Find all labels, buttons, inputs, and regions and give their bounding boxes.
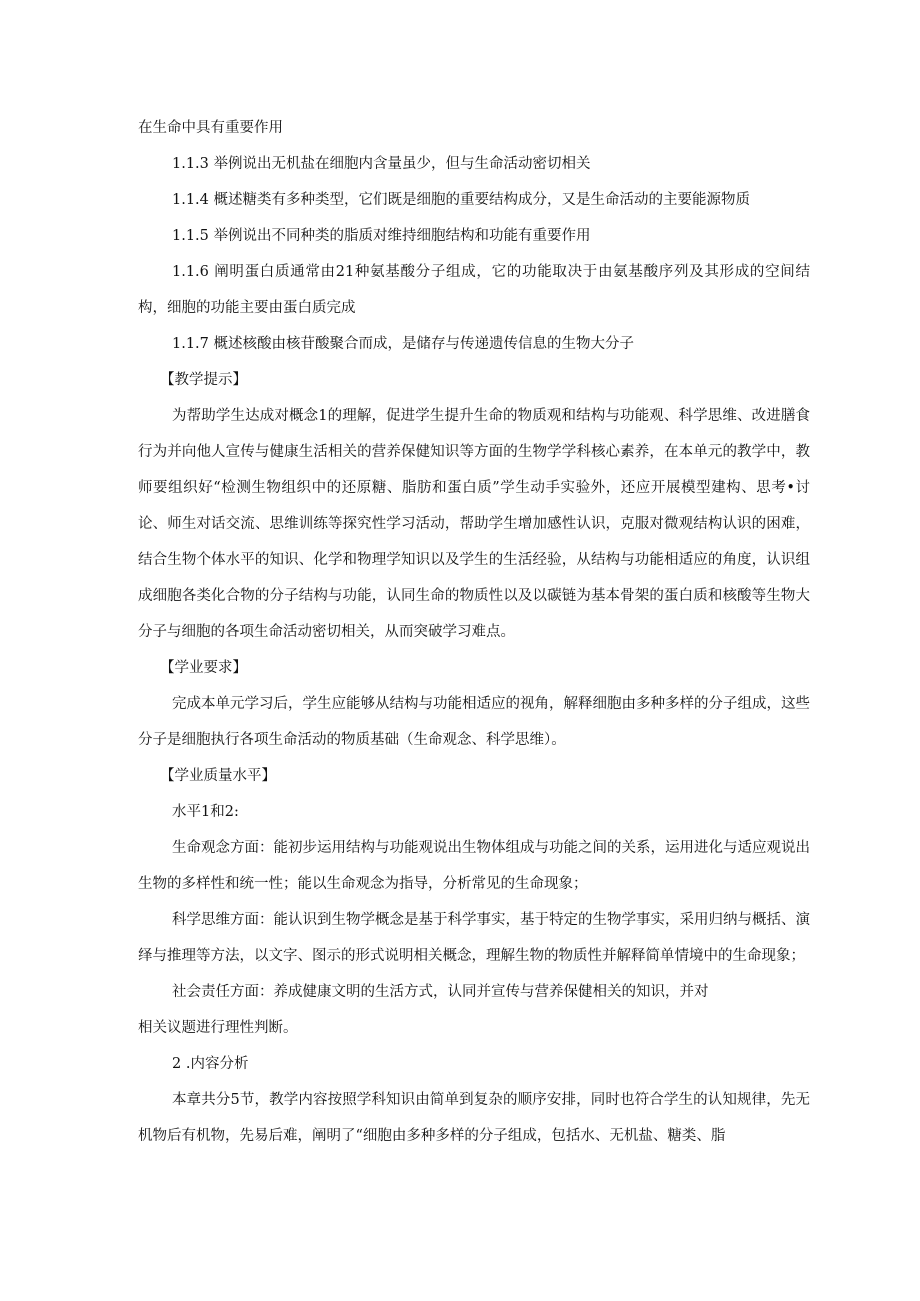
life-concept-paragraph: 生命观念方面：能初步运用结构与功能观说出生物体组成与功能之间的关系，运用进化与适应观说出生物的多样性和统一性；能以生命观念为指导，分析常见的生命现象；: [138, 840, 810, 892]
content-analysis-body: 本章共分5节，教学内容按照学科知识由简单到复杂的顺序安排，同时也符合学生的认知规律，先无机物后有机物，先易后难，阐明了“细胞由多种多样的分子组成，包括水、无机盐、糖类、脂: [138, 1092, 810, 1144]
academic-requirements-heading: 【学业要求】: [160, 660, 247, 676]
teaching-tips-heading: 【教学提示】: [160, 372, 247, 388]
content-analysis-heading: 2 .内容分析: [172, 1056, 249, 1072]
standard-1-1-7: 1.1.7 概述核酸由核苷酸聚合而成，是储存与传递遗传信息的生物大分子: [172, 336, 635, 352]
standard-1-1-6: 1.1.6 阐明蛋白质通常由21种氨基酸分子组成，它的功能取决于由氨基酸序列及其形成的空间结构，细胞的功能主要由蛋白质完成: [138, 264, 810, 316]
standard-1-1-3: 1.1.3 举例说出无机盐在细胞内含量虽少，但与生命活动密切相关: [172, 156, 591, 172]
quality-level-heading: 【学业质量水平】: [160, 768, 276, 784]
continuation-line: 在生命中具有重要作用: [138, 120, 283, 136]
standard-1-1-5: 1.1.5 举例说出不同种类的脂质对维持细胞结构和功能有重要作用: [172, 228, 591, 244]
quality-level-label: 水平1和2:: [172, 804, 239, 820]
scientific-thinking-paragraph: 科学思维方面：能认识到生物学概念是基于科学事实，基于特定的生物学事实，采用归纳与概括、演绎与推理等方法，以文字、图示的形式说明相关概念，理解生物的物质性并解释简单情境中的生命现象；: [138, 912, 810, 964]
academic-requirements-body: 完成本单元学习后，学生应能够从结构与功能相适应的视角，解释细胞由多种多样的分子组成，这些分子是细胞执行各项生命活动的物质基础（生命观念、科学思维）。: [138, 696, 810, 748]
standard-1-1-4: 1.1.4 概述糖类有多种类型，它们既是细胞的重要结构成分，又是生命活动的主要能源物质: [172, 192, 750, 208]
social-responsibility-paragraph: 社会责任方面：养成健康文明的生活方式，认同并宣传与营养保健相关的知识，并对: [172, 984, 709, 1000]
document-page: [138, 110, 810, 1154]
teaching-tips-body: 为帮助学生达成对概念1的理解，促进学生提升生命的物质观和结构与功能观、科学思维、改进膳食行为并向他人宣传与健康生活相关的营养保健知识等方面的生物学学科核心素养，在本单元的教学中，教师要组织好“检测生物组织中的还原糖、脂肪和蛋白质”学生动手实验外，还应开展模型建构、思考•讨论、师生对话交流、思维训练等探究性学习活动，帮助学生增加感性认识，克服对微观结构认识的困难，结合生物个体水平的知识、化学和物理学知识以及学生的生活经验，从结构与功能相适应的角度，认识组成细胞各类化合物的分子结构与功能，认同生命的物质性以及以碳链为基本骨架的蛋白质和核酸等生物大分子与细胞的各项生命活动密切相关，从而突破学习难点。: [138, 408, 810, 640]
social-responsibility-continuation: 相关议题进行理性判断。: [138, 1020, 298, 1036]
